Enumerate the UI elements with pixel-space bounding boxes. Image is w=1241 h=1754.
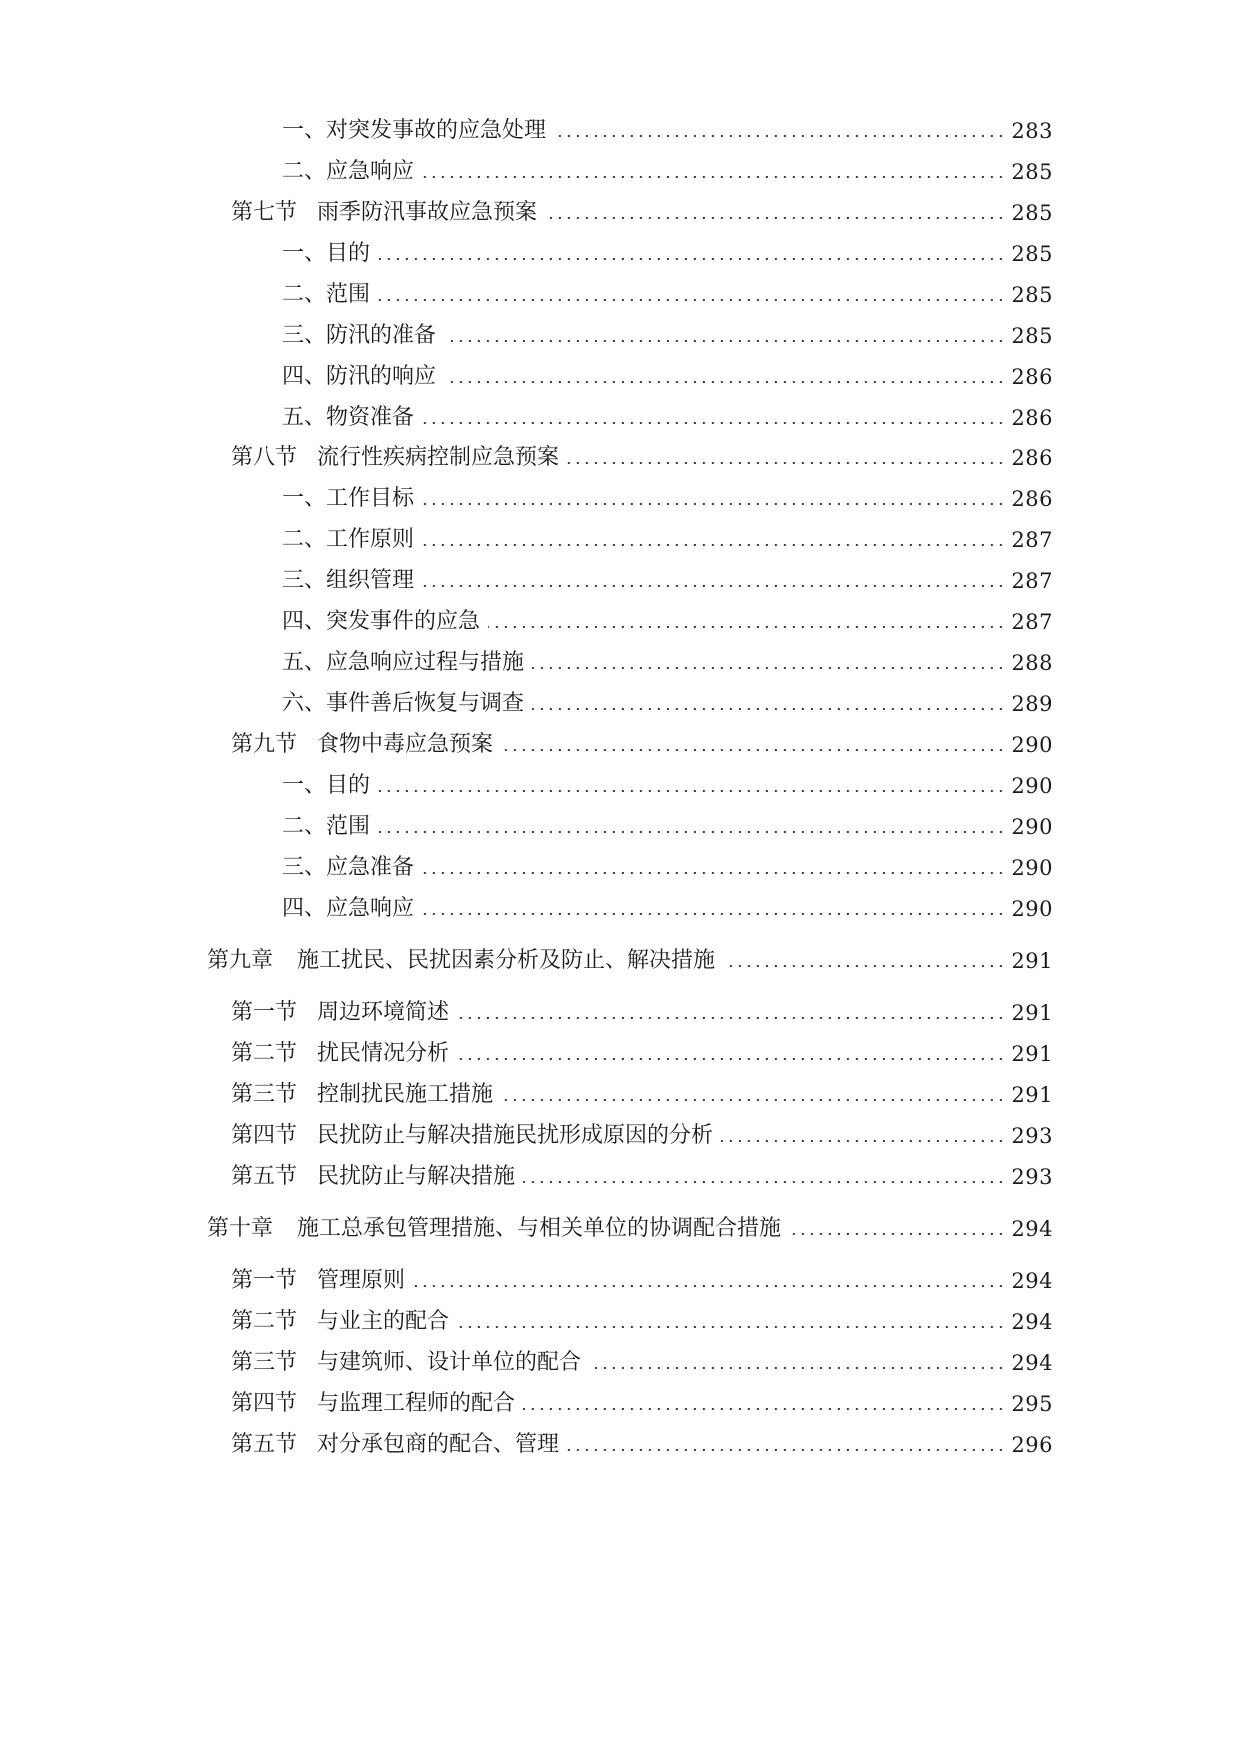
dot-leader [545, 217, 1005, 219]
toc-entry-page-number: 294 [1011, 1351, 1053, 1375]
dot-leader [554, 135, 1005, 137]
toc-entry-number: 第十章 [207, 1216, 274, 1241]
toc-entry-chapter[interactable] [207, 941, 1053, 981]
toc-entry-label [231, 1075, 493, 1115]
dot-leader [523, 1181, 1005, 1183]
toc-entry-number: 第一节 [231, 1000, 298, 1025]
toc-entry-label [231, 1343, 581, 1383]
toc-entry-chapter[interactable] [207, 1209, 1053, 1249]
dot-leader [589, 1367, 1005, 1369]
toc-entry-section[interactable] [231, 1075, 1053, 1115]
toc-entry-number: 二、 [282, 814, 327, 839]
toc-entry-title: 雨季防汛事故应急预案 [317, 200, 538, 225]
dot-leader [413, 1285, 1005, 1287]
toc-entry-label [231, 438, 559, 478]
toc-entry-page-number: 283 [1011, 119, 1053, 143]
toc-entry-page-number: 291 [1011, 949, 1053, 973]
toc-entry-label [282, 520, 414, 560]
toc-entry-title: 防汛的准备 [326, 323, 437, 348]
toc-entry-title: 食物中毒应急预案 [317, 732, 494, 757]
toc-entry-number: 一、 [282, 241, 327, 266]
dot-leader [523, 1408, 1005, 1410]
dot-leader [422, 176, 1005, 178]
toc-entry-label [207, 941, 715, 981]
toc-entry-title: 民扰防止与解决措施民扰形成原因的分析 [317, 1123, 714, 1148]
dot-leader [444, 340, 1005, 342]
toc-entry-number: 第二节 [231, 1041, 298, 1066]
toc-entry-number: 第五节 [231, 1164, 298, 1189]
toc-entry-label [282, 234, 370, 274]
toc-entry-number: 五、 [282, 650, 327, 675]
toc-entry-item[interactable] [282, 316, 1053, 356]
toc-entry-number: 三、 [282, 855, 327, 880]
toc-entry-label [282, 643, 524, 683]
toc-entry-section[interactable] [231, 1034, 1053, 1074]
toc-entry-label [231, 1384, 515, 1424]
dot-leader [422, 422, 1005, 424]
toc-entry-title: 范围 [326, 814, 371, 839]
dot-leader [501, 1099, 1005, 1101]
toc-entry-item[interactable] [282, 357, 1053, 397]
toc-entry-item[interactable] [282, 275, 1053, 315]
dot-leader [532, 667, 1005, 669]
dot-leader [444, 381, 1005, 383]
toc-entry-number: 第二节 [231, 1309, 298, 1334]
toc-entry-number: 一、 [282, 486, 327, 511]
toc-entry-title: 扰民情况分析 [317, 1041, 450, 1066]
toc-entry-label [282, 479, 414, 519]
toc-entry-page-number: 287 [1011, 610, 1053, 634]
toc-entry-label [282, 602, 480, 642]
toc-entry-label [231, 993, 449, 1033]
toc-entry-label [282, 111, 546, 151]
toc-entry-label [282, 807, 370, 847]
toc-entry-item[interactable] [282, 479, 1053, 519]
dot-leader [723, 965, 1005, 967]
toc-entry-title: 民扰防止与解决措施 [317, 1164, 516, 1189]
toc-entry-number: 第五节 [231, 1432, 298, 1457]
toc-entry-label [282, 848, 414, 888]
toc-entry-title: 防汛的响应 [326, 364, 437, 389]
toc-entry-item[interactable] [282, 807, 1053, 847]
toc-entry-title: 与业主的配合 [317, 1309, 450, 1334]
toc-entry-section[interactable] [231, 1157, 1053, 1197]
toc-entry-label [231, 193, 537, 233]
dot-leader [501, 749, 1005, 751]
toc-entry-number: 二、 [282, 159, 327, 184]
dot-leader [422, 913, 1005, 915]
toc-entry-label [282, 766, 370, 806]
toc-entry-page-number: 285 [1011, 160, 1053, 184]
toc-entry-page-number: 294 [1011, 1217, 1053, 1241]
toc-entry-label [282, 889, 414, 929]
toc-entry-label [231, 1116, 713, 1156]
dot-leader [488, 626, 1005, 628]
toc-entry-number: 第三节 [231, 1350, 298, 1375]
toc-entry-title: 应急响应 [326, 159, 415, 184]
toc-entry-number: 第一节 [231, 1268, 298, 1293]
toc-entry-number: 三、 [282, 323, 327, 348]
toc-entry-page-number: 291 [1011, 1042, 1053, 1066]
toc-entry-page-number: 286 [1011, 406, 1053, 430]
toc-entry-title: 突发事件的应急 [326, 609, 481, 634]
toc-entry-number: 第四节 [231, 1391, 298, 1416]
toc-entry-label [282, 316, 436, 356]
toc-entry-page-number: 290 [1011, 733, 1053, 757]
toc-entry-title: 管理原则 [317, 1268, 406, 1293]
toc-entry-label [231, 725, 493, 765]
toc-entry-title: 与监理工程师的配合 [317, 1391, 516, 1416]
toc-entry-number: 第七节 [231, 200, 298, 225]
toc-entry-section[interactable] [231, 725, 1053, 765]
toc-entry-title: 与建筑师、设计单位的配合 [317, 1350, 582, 1375]
toc-entry-section[interactable] [231, 1302, 1053, 1342]
toc-entry-item[interactable] [282, 520, 1053, 560]
toc-entry-page-number: 294 [1011, 1269, 1053, 1293]
toc-entry-page-number: 285 [1011, 324, 1053, 348]
toc-entry-number: 五、 [282, 405, 327, 430]
dot-leader [789, 1233, 1005, 1235]
toc-entry-number: 六、 [282, 691, 327, 716]
dot-leader [721, 1140, 1005, 1142]
toc-entry-title: 目的 [326, 773, 371, 798]
toc-entry-number: 二、 [282, 527, 327, 552]
toc-entry-number: 四、 [282, 364, 327, 389]
toc-entry-page-number: 295 [1011, 1392, 1053, 1416]
toc-entry-page-number: 285 [1011, 242, 1053, 266]
toc-entry-title: 对突发事故的应急处理 [326, 118, 547, 143]
dot-leader [422, 585, 1005, 587]
toc-entry-title: 事件善后恢复与调查 [326, 691, 525, 716]
toc-entry-item[interactable] [282, 643, 1053, 683]
toc-entry-title: 控制扰民施工措施 [317, 1082, 494, 1107]
toc-entry-item[interactable] [282, 766, 1053, 806]
toc-entry-number: 四、 [282, 609, 327, 634]
dot-leader [422, 544, 1005, 546]
toc-entry-title: 范围 [326, 282, 371, 307]
toc-entry-title: 应急响应 [326, 896, 415, 921]
toc-entry-item[interactable] [282, 848, 1053, 888]
toc-entry-label [282, 357, 436, 397]
toc-entry-label [282, 275, 370, 315]
toc-entry-page-number: 285 [1011, 201, 1053, 225]
toc-entry-item[interactable] [282, 398, 1053, 438]
toc-entry-section[interactable] [231, 1116, 1053, 1156]
dot-leader [457, 1017, 1005, 1019]
toc-entry-title: 应急响应过程与措施 [326, 650, 525, 675]
dot-leader [422, 872, 1005, 874]
toc-entry-page-number: 291 [1011, 1083, 1053, 1107]
toc-entry-label [231, 1034, 449, 1074]
toc-entry-page-number: 290 [1011, 897, 1053, 921]
toc-entry-label [282, 684, 524, 724]
dot-leader [457, 1326, 1005, 1328]
toc-entry-number: 第四节 [231, 1123, 298, 1148]
toc-entry-page-number: 290 [1011, 774, 1053, 798]
toc-entry-section[interactable] [231, 438, 1053, 478]
toc-entry-item[interactable] [282, 111, 1053, 151]
toc-entry-number: 一、 [282, 118, 327, 143]
toc-entry-number: 一、 [282, 773, 327, 798]
toc-entry-page-number: 293 [1011, 1165, 1053, 1189]
toc-entry-page-number: 291 [1011, 1001, 1053, 1025]
dot-leader [422, 503, 1005, 505]
toc-entry-page-number: 294 [1011, 1310, 1053, 1334]
toc-entry-page-number: 288 [1011, 651, 1053, 675]
toc-entry-label [231, 1157, 515, 1197]
toc-entry-number: 第九节 [231, 732, 298, 757]
toc-entry-title: 周边环境简述 [317, 1000, 450, 1025]
toc-entry-title: 物资准备 [326, 405, 415, 430]
toc-entry-title: 目的 [326, 241, 371, 266]
toc-entry-page-number: 285 [1011, 283, 1053, 307]
dot-leader [457, 1058, 1005, 1060]
toc-entry-item[interactable] [282, 684, 1053, 724]
toc-entry-item[interactable] [282, 234, 1053, 274]
toc-entry-item[interactable] [282, 602, 1053, 642]
toc-entry-label [282, 152, 414, 192]
toc-entry-page-number: 286 [1011, 446, 1053, 470]
toc-entry-label [231, 1302, 449, 1342]
dot-leader [378, 790, 1005, 792]
toc-entry-section[interactable] [231, 193, 1053, 233]
toc-entry-page-number: 286 [1011, 487, 1053, 511]
toc-entry-page-number: 287 [1011, 569, 1053, 593]
toc-entry-title: 组织管理 [326, 568, 415, 593]
toc-entry-number: 四、 [282, 896, 327, 921]
toc-entry-section[interactable] [231, 1384, 1053, 1424]
toc-entry-section[interactable] [231, 1425, 1053, 1465]
toc-entry-title: 工作原则 [326, 527, 415, 552]
toc-entry-page-number: 290 [1011, 815, 1053, 839]
toc-entry-label [231, 1261, 405, 1301]
toc-entry-page-number: 290 [1011, 856, 1053, 880]
dot-leader [378, 258, 1005, 260]
toc-entry-label [207, 1209, 781, 1249]
toc-entry-title: 施工扰民、民扰因素分析及防止、解决措施 [297, 948, 716, 973]
toc-entry-section[interactable] [231, 1343, 1053, 1383]
toc-entry-title: 对分承包商的配合、管理 [317, 1432, 560, 1457]
toc-entry-item[interactable] [282, 152, 1053, 192]
dot-leader [567, 1449, 1005, 1451]
dot-leader [567, 462, 1005, 464]
toc-entry-page-number: 293 [1011, 1124, 1053, 1148]
toc-entry-section[interactable] [231, 1261, 1053, 1301]
toc-entry-title: 工作目标 [326, 486, 415, 511]
toc-entry-item[interactable] [282, 889, 1053, 929]
toc-entry-label [231, 1425, 559, 1465]
dot-leader [378, 299, 1005, 301]
toc-entry-section[interactable] [231, 993, 1053, 1033]
toc-entry-page-number: 287 [1011, 528, 1053, 552]
toc-entry-page-number: 296 [1011, 1433, 1053, 1457]
toc-entry-number: 第八节 [231, 445, 298, 470]
toc-entry-number: 二、 [282, 282, 327, 307]
toc-entry-label [282, 398, 414, 438]
dot-leader [532, 708, 1005, 710]
toc-entry-page-number: 289 [1011, 692, 1053, 716]
toc-entry-title: 施工总承包管理措施、与相关单位的协调配合措施 [297, 1216, 782, 1241]
toc-entry-label [282, 561, 414, 601]
toc-entry-title: 流行性疾病控制应急预案 [317, 445, 560, 470]
toc-entry-title: 应急准备 [326, 855, 415, 880]
toc-entry-number: 第九章 [207, 948, 274, 973]
toc-entry-page-number: 286 [1011, 365, 1053, 389]
toc-entry-number: 第三节 [231, 1082, 298, 1107]
toc-entry-number: 三、 [282, 568, 327, 593]
toc-entry-item[interactable] [282, 561, 1053, 601]
dot-leader [378, 831, 1005, 833]
